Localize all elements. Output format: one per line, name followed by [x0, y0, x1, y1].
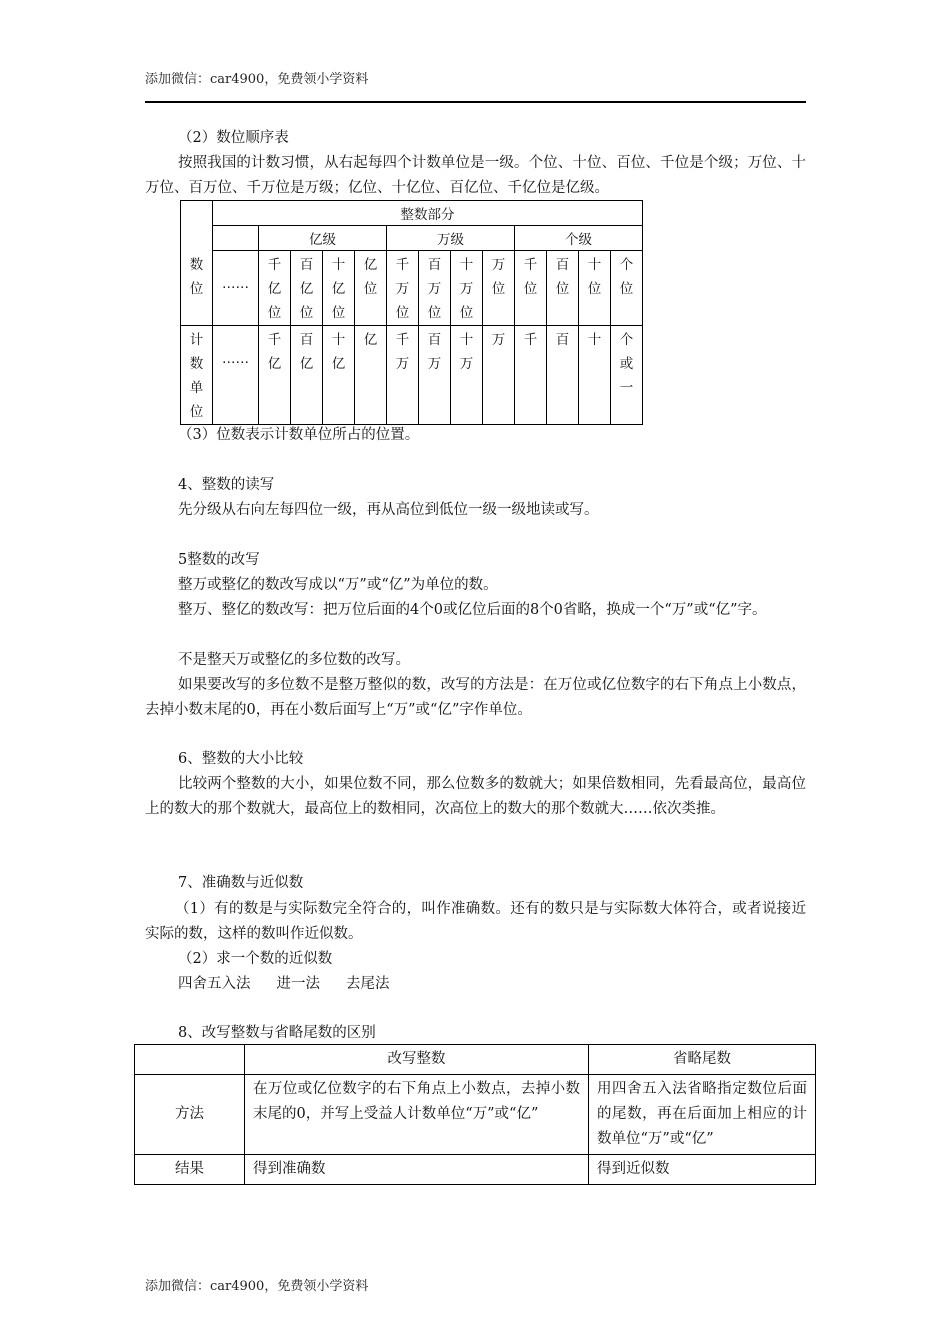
place-cell: 千亿位	[259, 251, 291, 326]
section-title-order: （2）数位顺序表	[178, 130, 289, 146]
cmp-header-blank	[135, 1045, 245, 1075]
level-yi: 亿级	[259, 226, 387, 251]
section-8-title: 8、改写整数与省略尾数的区别	[178, 1025, 376, 1041]
unit-cell: 亿	[355, 326, 387, 425]
note-3: （3）位数表示计数单位所占的位置。	[178, 427, 420, 443]
place-cell: 千万位	[387, 251, 419, 326]
unit-cell: 十万	[451, 326, 483, 425]
section-5-p3: 不是整天万或整亿的多位数的改写。	[178, 652, 410, 668]
integer-part-header: 整数部分	[213, 201, 643, 226]
section-5-p1: 整万或整亿的数改写成以“万”或“亿”为单位的数。	[178, 577, 498, 593]
header-rule	[145, 101, 806, 103]
unit-cell: 千亿	[259, 326, 291, 425]
section-5-p4: 如果要改写的多位数不是整万整似的数，改写的方法是：在万位或亿位数字的右下角点上小数点，去掉小数末尾的0，再在小数后面写上“万”或“亿”字作单位。	[145, 677, 806, 718]
level-wan: 万级	[387, 226, 515, 251]
place-cell: 亿位	[355, 251, 387, 326]
unit-cell: 百	[547, 326, 579, 425]
section-7-title: 7、准确数与近似数	[178, 875, 304, 891]
unit-cell: 百亿	[291, 326, 323, 425]
place-cell: 十亿位	[323, 251, 355, 326]
method-list	[178, 972, 390, 997]
cmp-cell: 在万位或亿位数字的右下角点上小数点，去掉小数末尾的0，并写上受益人计数单位“万”或“亿”	[245, 1075, 589, 1155]
place-cell: 百亿位	[291, 251, 323, 326]
unit-cell: 千	[515, 326, 547, 425]
ellipsis-cell: ……	[213, 326, 259, 425]
cmp-cell: 得到近似数	[589, 1155, 816, 1185]
unit-cell: 十	[579, 326, 611, 425]
cmp-row-label: 方法	[135, 1075, 245, 1155]
cmp-cell: 用四舍五入法省略指定数位后面的尾数，再在后面加上相应的计数单位“万”或“亿”	[589, 1075, 816, 1155]
level-ge: 个级	[515, 226, 643, 251]
section-7-p2: （2）求一个数的近似数	[178, 951, 333, 967]
page-footer: 添加微信：car4900，免费领小学资料	[145, 1279, 369, 1294]
table-spacer	[213, 226, 259, 251]
cmp-header-omit: 省略尾数	[589, 1045, 816, 1075]
table-corner	[181, 201, 213, 251]
unit-cell: 万	[483, 326, 515, 425]
unit-cell: 千万	[387, 326, 419, 425]
place-cell: 百万位	[419, 251, 451, 326]
intro-paragraph: 按照我国的计数习惯，从右起每四个计数单位是一级。个位、十位、百位、千位是个级；万位、十万位、百万位、千万位是万级；亿位、十亿位、百亿位、千亿位是亿级。	[145, 155, 806, 196]
cmp-header-rewrite: 改写整数	[245, 1045, 589, 1075]
section-6-title: 6、整数的大小比较	[178, 751, 304, 767]
section-4-title: 4、整数的读写	[178, 477, 275, 493]
unit-cell: 十亿	[323, 326, 355, 425]
unit-cell: 个或一	[611, 326, 643, 425]
unit-cell: 百万	[419, 326, 451, 425]
section-5-title: 5整数的改写	[178, 552, 260, 568]
place-cell: 万位	[483, 251, 515, 326]
section-6-p1: 比较两个整数的大小，如果位数不同，那么位数多的数就大；如果倍数相同，先看最高位，最高位上的数大的那个数就大，最高位上的数相同，次高位上的数大的那个数就大……依次类推。	[145, 776, 806, 817]
method-ceiling: 进一法	[276, 976, 320, 992]
place-cell: 百位	[547, 251, 579, 326]
cmp-cell: 得到准确数	[245, 1155, 589, 1185]
cmp-row-label: 结果	[135, 1155, 245, 1185]
place-cell: 十位	[579, 251, 611, 326]
row-label-unit: 计数单位	[181, 326, 213, 425]
section-4-text: 先分级从右向左每四位一级，再从高位到低位一级一级地读或写。	[178, 502, 599, 518]
comparison-table	[134, 1044, 816, 1185]
method-round: 四舍五入法	[178, 976, 251, 992]
place-cell: 千位	[515, 251, 547, 326]
section-5-p2: 整万、整亿的数改写：把万位后面的4个0或亿位后面的8个0省略，换成一个“万”或“亿”字。	[178, 602, 767, 618]
row-label-place: 数位	[181, 251, 213, 326]
page-header: 添加微信：car4900，免费领小学资料	[145, 72, 369, 87]
place-cell: 十万位	[451, 251, 483, 326]
place-value-table	[180, 200, 643, 425]
method-truncate: 去尾法	[346, 976, 390, 992]
ellipsis-cell: ……	[213, 251, 259, 326]
section-7-p1: （1）有的数是与实际数完全符合的，叫作准确数。还有的数只是与实际数大体符合，或者说接近实际的数，这样的数叫作近似数。	[145, 901, 806, 942]
place-cell: 个位	[611, 251, 643, 326]
